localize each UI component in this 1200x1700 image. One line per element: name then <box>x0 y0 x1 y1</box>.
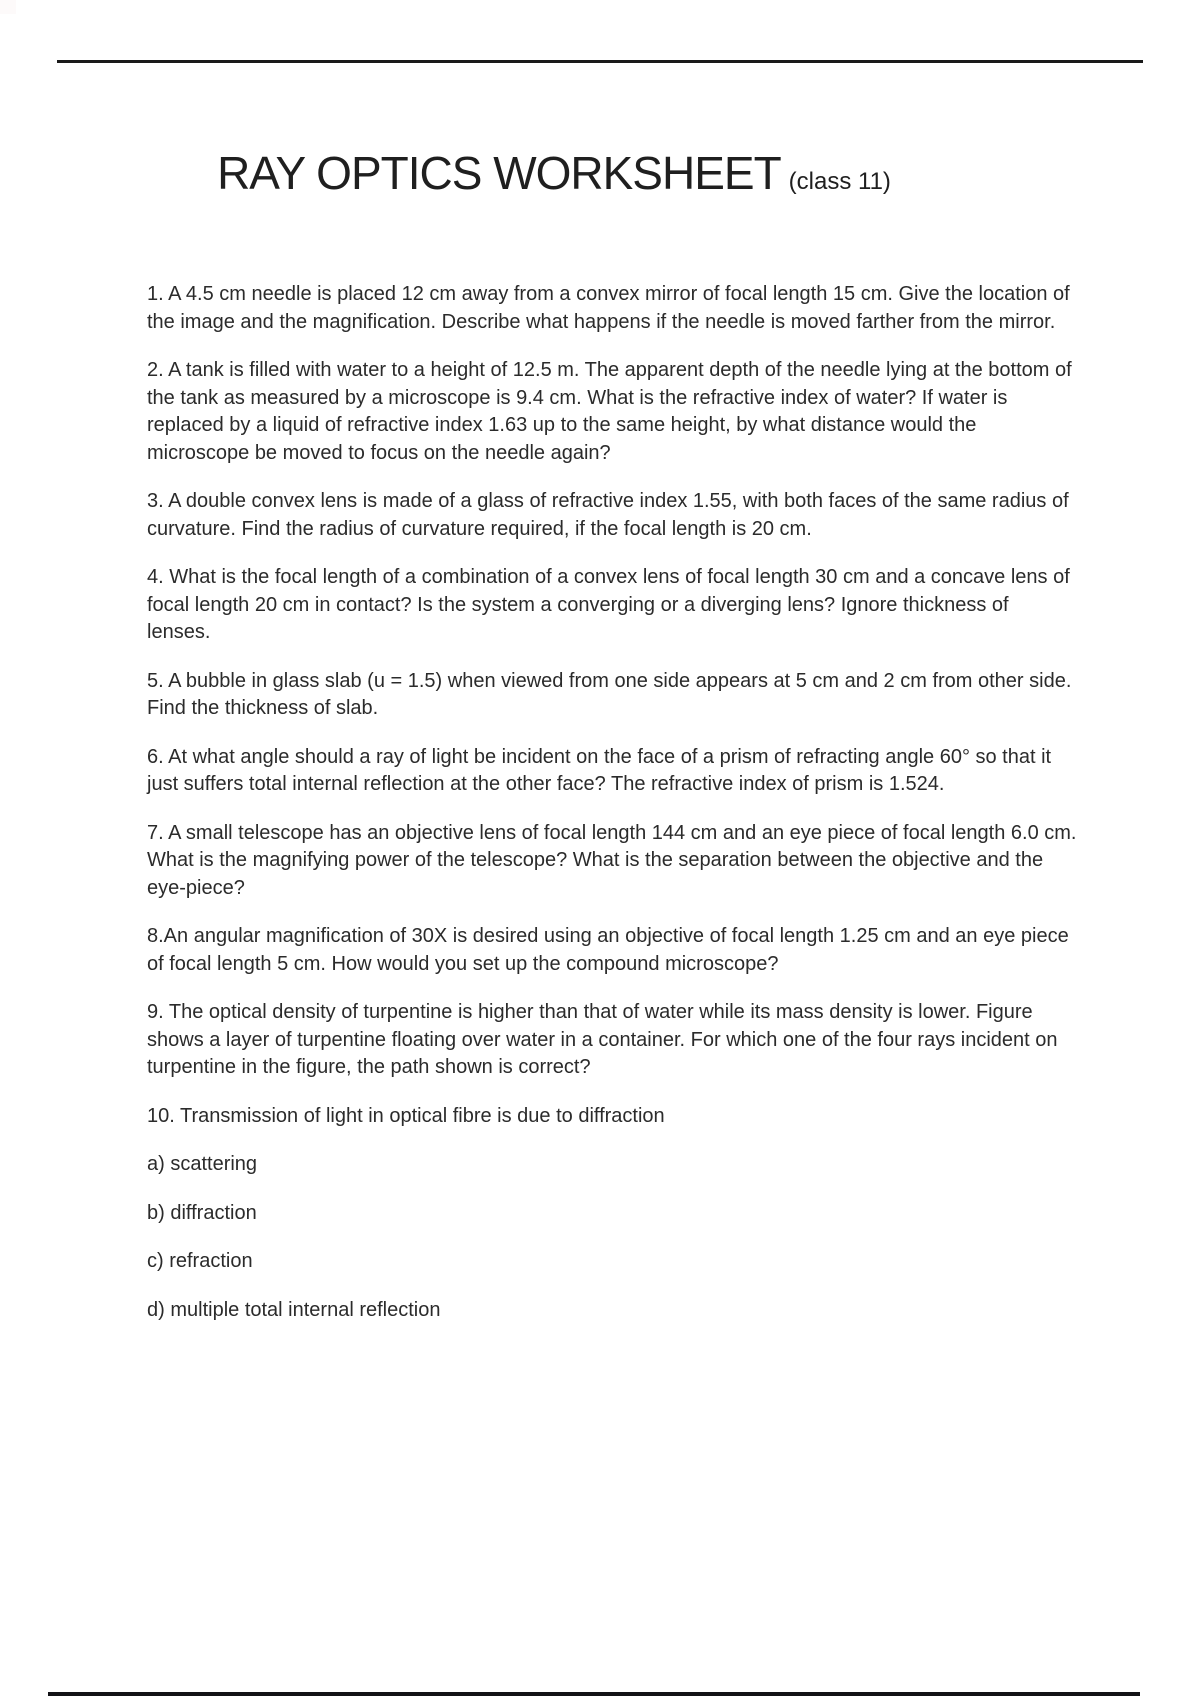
question-item: 7. A small telescope has an objective lens of focal length 144 cm and an eye piece of focal length 6.0 cm. What is the magnifying power of the telescope? What is the separation between the objective and the eye-piece? <box>147 821 1077 899</box>
corner-smudge <box>0 0 16 14</box>
question-item: 1. A 4.5 cm needle is placed 12 cm away from a convex mirror of focal length 15 cm. Give the location of the image and the magnification. Describe what happens if the needle is moved farther from the mirror. <box>147 283 1070 333</box>
worksheet-body <box>147 281 1077 1345</box>
bottom-divider-rule <box>48 1692 1140 1696</box>
option-item: c) refraction <box>147 1250 253 1272</box>
question-item: 10. Transmission of light in optical fibre is due to diffraction <box>147 1104 665 1127</box>
option-item: d) multiple total internal reflection <box>147 1298 441 1321</box>
question-item: 8.An angular magnification of 30X is desired using an objective of focal length 1.25 cm and an eye piece of focal length 5 cm. How would you set up the compound microscope? <box>147 925 1069 975</box>
question-item: 4. What is the focal length of a combination of a convex lens of focal length 30 cm and a concave lens of focal length 20 cm in contact? Is the system a converging or a diverging lens? Ignore thickness of lenses. <box>147 566 1070 643</box>
question-item: 5. A bubble in glass slab (u = 1.5) when viewed from one side appears at 5 cm and 2 cm from other side. Find the thickness of slab. <box>147 669 1072 719</box>
top-divider-rule <box>57 60 1143 63</box>
question-item: 6. At what angle should a ray of light be incident on the face of a prism of refracting angle 60° so that it just suffers total internal reflection at the other face? The refractive index of prism is 1.524. <box>147 745 1052 795</box>
page-title <box>0 147 1154 199</box>
question-item: 2. A tank is filled with water to a height of 12.5 m. The apparent depth of the needle lying at the bottom of the tank as measured by a microscope is 9.4 cm. What is the refractive index of water? If water is replaced by a liquid of refractive index 1.63 up to the same height, by what distance would the microscope be moved to focus on the needle again? <box>147 359 1072 464</box>
question-item: 9. The optical density of turpentine is higher than that of water while its mass density is lower. Figure shows a layer of turpentine floating over water in a container. For which one of the four rays incident on turpentine in the figure, the path shown is correct? <box>147 1001 1058 1078</box>
option-item: b) diffraction <box>147 1201 257 1224</box>
question-item: 3. A double convex lens is made of a glass of refractive index 1.55, with both faces of the same radius of curvature. Find the radius of curvature required, if the focal length is 20 cm. <box>147 490 1069 540</box>
option-item: a) scattering <box>147 1153 258 1175</box>
page-title-text: RAY OPTICS WORKSHEET <box>217 147 781 199</box>
page-title-suffix: (class 11) <box>788 168 891 195</box>
